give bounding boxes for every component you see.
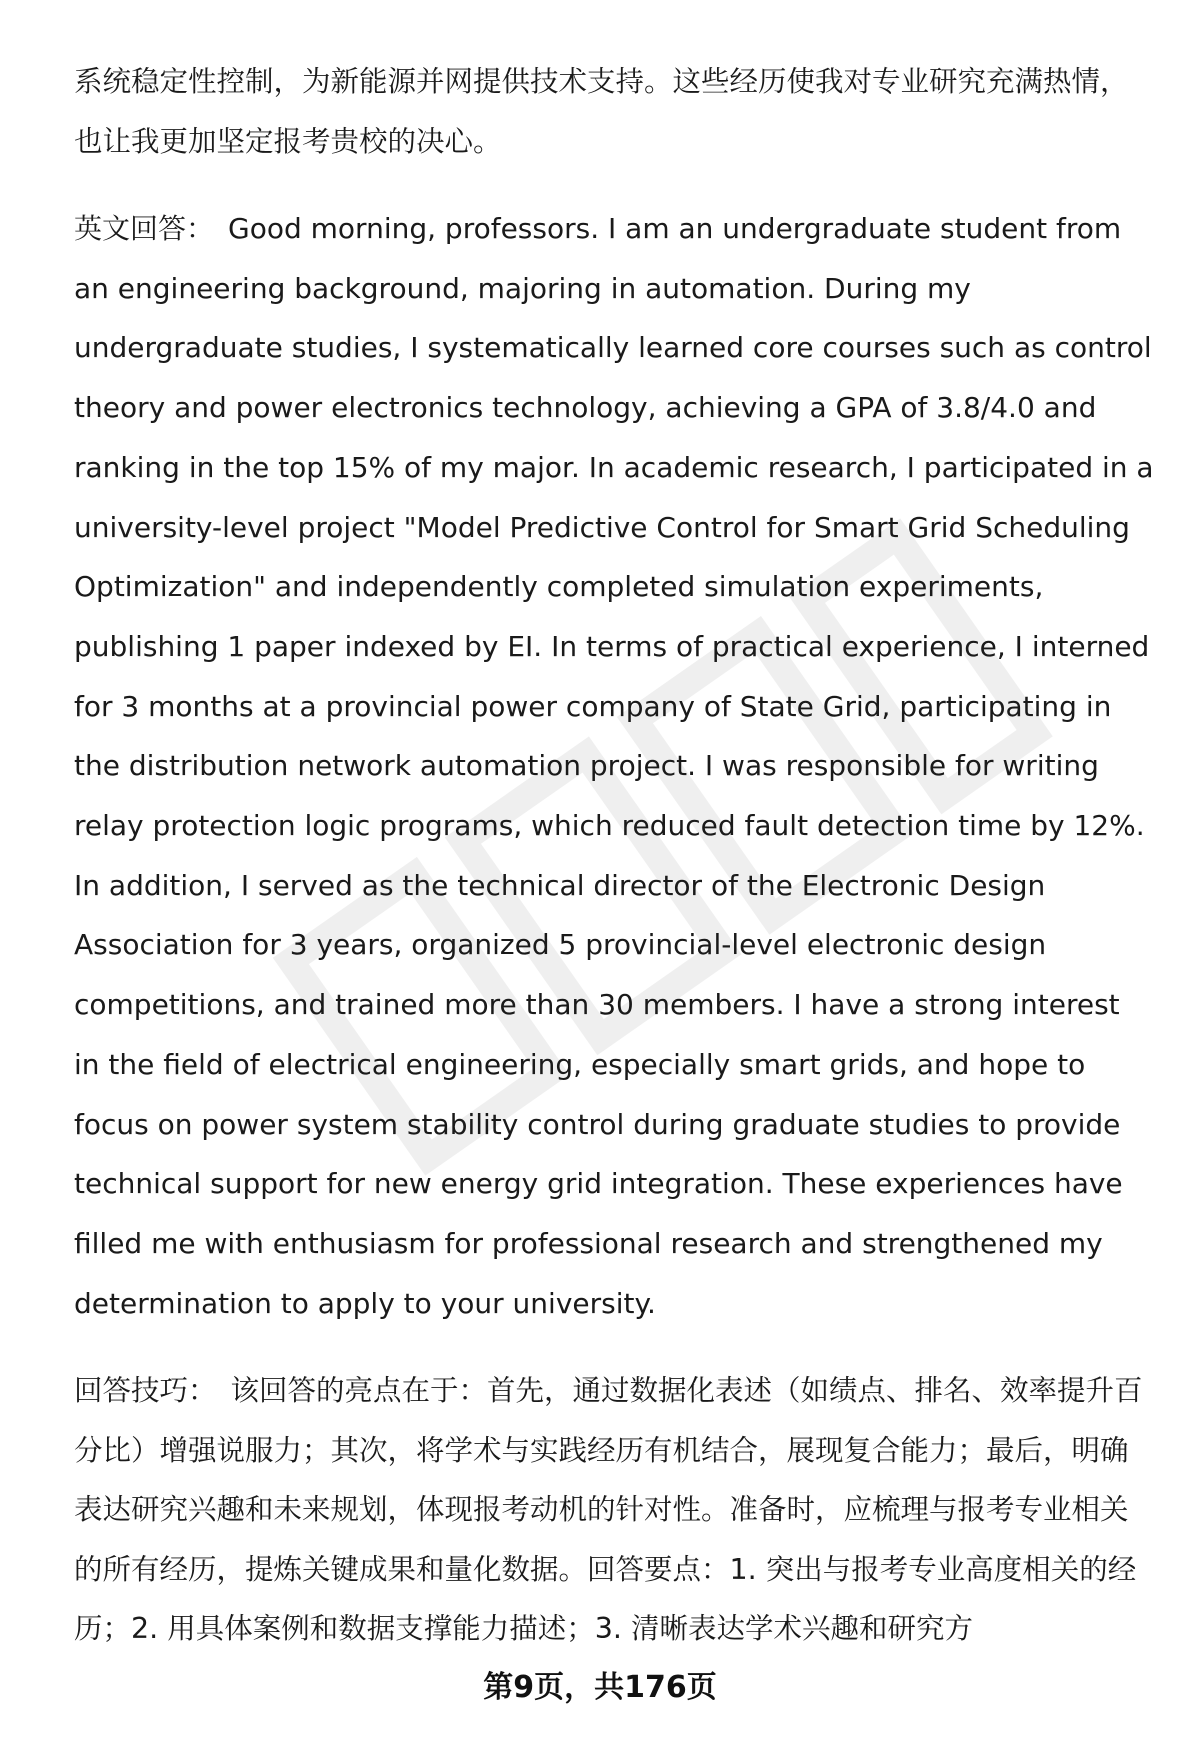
english-answer-paragraph <box>74 199 1154 1333</box>
english-answer-text: Good morning, professors. I am an undergraduate student from an engineering background, majoring in automation. During my undergraduate studies, I systematically learned core courses such as control theory and power electronics technology, achieving a GPA of 3.8/4.0 and ranking in the top 15% of my major. In academic research, I participated in a university-level project "Model Predictive Control for Smart Grid Scheduling Optimization" and independently completed simulation experiments, publishing 1 paper indexed by EI. In terms of practical experience, I interned for 3 months at a provincial power company of State Grid, participating in the distribution network automation project. I was responsible for writing relay protection logic programs, which reduced fault detection time by 12%. In addition, I served as the technical director of the Electronic Design Association for 3 years, organized 5 provincial-level electronic design competitions, and trained more than 30 members. I have a strong interest in the field of electrical engineering, especially smart grids, and hope to focus on power system stability control during graduate studies to provide technical support for new energy grid integration. These experiences have filled me with enthusiasm for professional research and strengthened my determination to apply to your university. <box>74 212 1154 1320</box>
page-indicator: 第9页，共176页 <box>483 1670 717 1705</box>
tips-label: 回答技巧： <box>74 1374 217 1408</box>
intro-continuation-text: 系统稳定性控制，为新能源并网提供技术支持。这些经历使我对专业研究充满热情，也让我更加坚定报考贵校的决心。 <box>74 65 1129 158</box>
english-answer-label: 英文回答： <box>74 212 215 245</box>
tips-text: 该回答的亮点在于：首先，通过数据化表述（如绩点、排名、效率提升百分比）增强说服力；其次，将学术与实践经历有机结合，展现复合能力；最后，明确表达研究兴趣和未来规划，体现报考动机的针对性。准备时，应梳理与报考专业相关的所有经历，提炼关键成果和量化数据。回答要点：1. 突出与报考专业高度相关的经历；2. 用具体案例和数据支撑能力描述；3. 清晰表达学术兴趣和研究方 <box>74 1374 1143 1646</box>
tips-paragraph <box>74 1361 1154 1659</box>
intro-continuation-paragraph <box>74 52 1154 171</box>
document-body <box>74 52 1154 1687</box>
